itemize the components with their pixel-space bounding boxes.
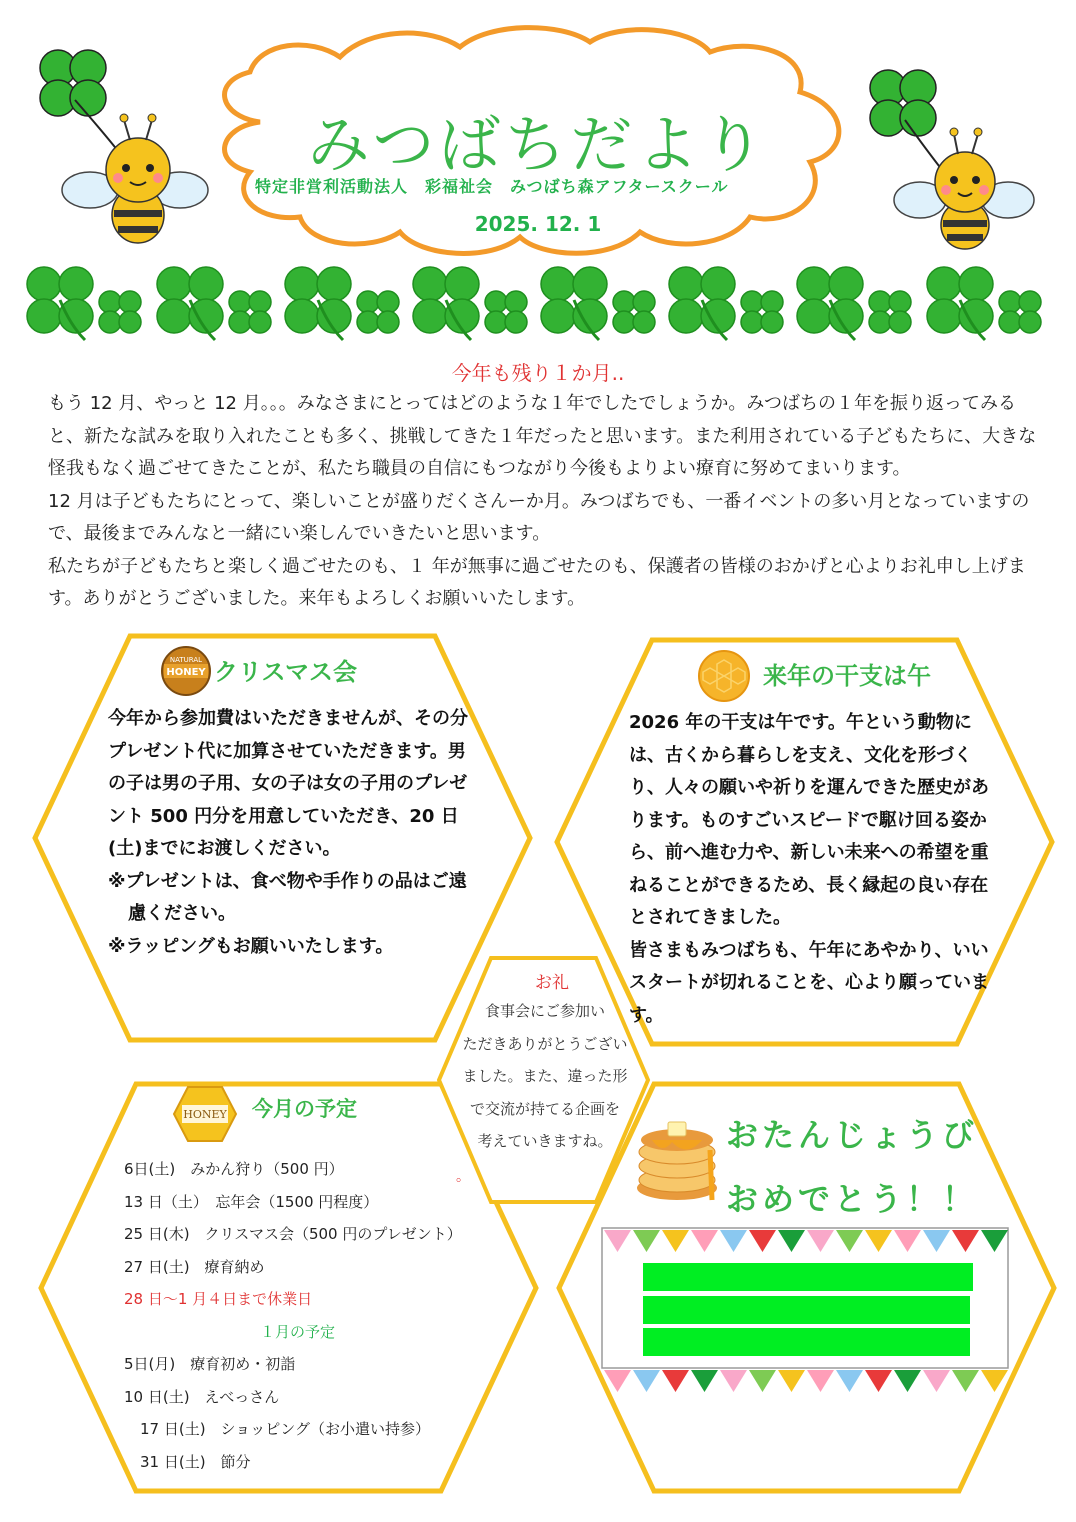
christmas-note: ※プレゼントは、食べ物や手作りの品はご遠慮ください。 [108,870,467,924]
issue-date: 2025. 12. 1 [474,212,602,236]
bunting-flag [894,1370,921,1392]
bunting-flag [662,1370,689,1392]
bunting-flag [865,1370,892,1392]
thanks-line: ました。また、違った形 [462,1067,628,1085]
honey-label-icon [172,1085,238,1143]
schedule-item: 5日(月) 療育初め・初詣 [124,1355,296,1373]
clover-border-row [20,262,1056,354]
christmas-text [108,703,468,963]
birthday-line-1: おたんじょうび [726,1116,979,1154]
schedule-item: 6日(土) みかん狩り（500 円） [124,1160,344,1178]
svg-text:HONEY: HONEY [183,1108,227,1121]
svg-text:NATURAL: NATURAL [169,656,203,664]
bunting-flag [691,1370,718,1392]
natural-honey-badge-icon [160,645,212,697]
honeycomb-icon [696,648,752,704]
thanks-text [450,995,640,1158]
bunting-flag [633,1370,660,1392]
bunting-flag [952,1370,979,1392]
pancake-icon [632,1110,722,1206]
schedule-item: 13 日（土） 忘年会（1500 円程度） [124,1192,379,1211]
bunting-flag [981,1370,1008,1392]
thanks-line: ただきありがとうござい [462,1034,628,1053]
zodiac-paragraph: 2026 年の干支は午です。午という動物には、古くから暮らしを支え、文化を形づくり、人々の願いや祈りを運んできた歴史があります。ものすごいスピードで駆け回る姿から、前へ進む力や、新しい未来への希望を重ねることができるため、長く縁起の良い存在とされてきました。 [629,712,989,928]
schedule-title: 今月の予定 [252,1097,357,1121]
bunting-flag [720,1370,747,1392]
schedule-item: 17 日(土) ショッピング（お小遣い持参） [140,1420,430,1438]
birthday-name-bar [643,1296,970,1324]
birthday-name-bar [643,1328,970,1356]
intro-headline: 今年も残り１か月.. [451,361,625,385]
holiday-notice: 28 日～1 月４日まで休業日 [124,1290,313,1308]
schedule-list [124,1153,504,1478]
bunting-flag [807,1370,834,1392]
thanks-mark: 。 [456,1169,470,1185]
intro-text [48,388,1043,616]
newsletter-title: みつばちだより [307,108,769,181]
birthday-name-bar [643,1263,973,1291]
christmas-title: クリスマス会 [214,658,358,686]
zodiac-text [629,707,989,1032]
svg-text:HONEY: HONEY [166,667,206,678]
zodiac-paragraph: 皆さまもみつばちも、午年にあやかり、いいスタートが切れることを、心より願っています。 [629,939,989,1026]
bunting-flag [604,1370,631,1392]
schedule-item: 25 日(木) クリスマス会（500 円のプレゼント） [124,1225,462,1243]
zodiac-title: 来年の干支は午 [763,662,931,690]
intro-paragraph: 12 月は子どもたちにとって、楽しいことが盛りだくさんーか月。みつばちでも、一番イベントの多い月となっていますので、最後までみんなと一緒にい楽しんでいきたいと思います。 [48,490,1030,544]
bunting-flag [778,1370,805,1392]
bunting-flag [923,1370,950,1392]
birthday-line-2: おめでとう！！ [726,1180,979,1218]
intro-paragraph: 私たちが子どもたちと楽しく過ごせたのも、１ 年が無事に過ごせたのも、保護者の皆様のおかげと心よりお礼申し上げます。ありがとうございました。来年もよろしくお願いいたします。 [48,555,1026,609]
january-title: １月の予定 [260,1322,336,1341]
christmas-paragraph: 今年から参加費はいただきませんが、その分プレゼント代に加算させていただきます。男の子は男の子用、女の子は女の子用のプレゼント 500 円分を用意していただき、20 日(土)までにお渡しください。 [108,708,468,859]
thanks-line: で交流が持てる企画を [469,1099,620,1118]
schedule-item: 10 日(土) えべっさん [124,1387,280,1406]
bunting-flag [749,1370,776,1392]
thanks-line: 考えていきますね。 [477,1132,613,1150]
intro-paragraph: もう 12 月、やっと 12 月。。。みなさまにとってはどのような１年でしたでしょうか。みつばちの１年を振り返ってみると、新たな試みを取り入れたことも多く、挑戦してきた１年だったと思います。また利用されている子どもたちに、大きな怪我もなく過ごせてきたことが、私たち職員の自信にもつながり今後もよりよい療育に努めてまいります。 [48,393,1037,479]
schedule-item: 31 日(土) 節分 [140,1452,251,1471]
bunting-flag [836,1370,863,1392]
christmas-note: ※ラッピングもお願いいたします。 [108,935,394,957]
organization-name: 特定非営利活動法人 彩福祉会 みつばち森アフタースクール [255,177,729,196]
schedule-item: 27 日(土) 療育納め [124,1257,265,1276]
thanks-line: 食事会にご参加い [484,1002,605,1020]
thanks-title: お礼 [535,973,569,993]
